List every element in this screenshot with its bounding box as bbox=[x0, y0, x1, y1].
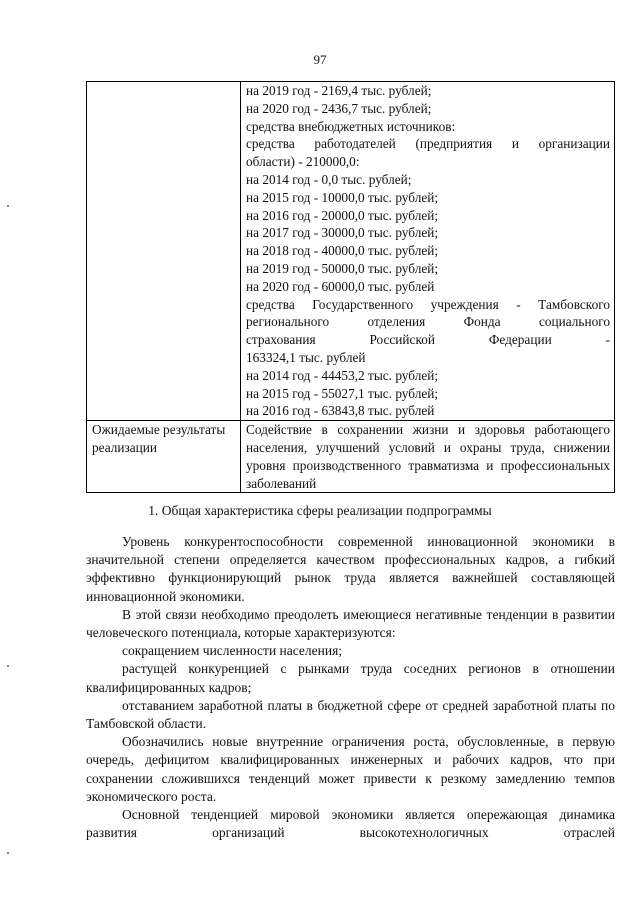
subprogram-passport-table bbox=[86, 81, 615, 493]
paragraph: отставанием заработной платы в бюджетной сфере от средней заработной платы по Тамбовской области. bbox=[86, 697, 615, 732]
table-row-funding bbox=[87, 82, 615, 421]
funding-line: на 2014 год - 0,0 тыс. рублей; bbox=[246, 171, 412, 187]
body-text bbox=[86, 533, 615, 842]
funding-line: на 2019 год - 50000,0 тыс. рублей; bbox=[246, 260, 439, 276]
funding-line: на 2015 год - 55027,1 тыс. рублей; bbox=[246, 385, 439, 401]
funding-line: на 2019 год - 2169,4 тыс. рублей; bbox=[246, 83, 432, 98]
funding-line: средства Государственного учреждения - Тамбовского bbox=[246, 296, 610, 312]
results-label-cell: Ожидаемые результаты реализации bbox=[87, 421, 241, 493]
funding-line: на 2018 год - 40000,0 тыс. рублей; bbox=[246, 243, 439, 259]
funding-line: на 2014 год - 44453,2 тыс. рублей; bbox=[246, 367, 439, 383]
paragraph: Уровень конкурентоспособности современной инновационной экономики в значительной степени определяется качеством профессиональных кадров, а гибкий эффективно функционирующий рынок труда является важнейшей составляющей инновационной экономики. bbox=[86, 534, 615, 604]
paragraph: растущей конкуренцией с рынками труда соседних регионов в отношении квалифицированных кадров; bbox=[86, 661, 615, 695]
funding-cell bbox=[241, 82, 615, 421]
funding-line: 163324,1 тыс. рублей bbox=[246, 349, 366, 365]
empty-label-cell bbox=[87, 82, 241, 421]
funding-line: на 2017 год - 30000,0 тыс. рублей; bbox=[246, 225, 439, 241]
funding-line: средства внебюджетных источников: bbox=[246, 118, 456, 134]
paragraph: В этой связи необходимо преодолеть имеющиеся негативные тенденции в развитии человеческого потенциала, которые характеризуются: bbox=[86, 606, 615, 641]
funding-line: на 2016 год - 63843,8 тыс. рублей bbox=[246, 403, 435, 419]
funding-line: на 2020 год - 2436,7 тыс. рублей; bbox=[246, 100, 432, 116]
funding-line: на 2015 год - 10000,0 тыс. рублей; bbox=[246, 189, 439, 205]
results-text-cell: Содействие в сохранении жизни и здоровья работающего населения, улучшений условий и охраны труда, снижении уровня производственного травматизма и профессиональных заболеваний bbox=[241, 421, 615, 493]
table-row-results bbox=[87, 421, 615, 493]
section-title: 1. Общая характеристика сферы реализации подпрограммы bbox=[148, 503, 492, 518]
funding-line: регионального отделения Фонда социального bbox=[246, 314, 610, 330]
paragraph: Основной тенденцией мировой экономики является опережающая динамика развития организаций высокотехнологичных отраслей bbox=[86, 807, 615, 841]
paragraph: Обозначились новые внутренние ограничения роста, обусловленные, в первую очередь, дефицитом квалифицированных инженерных и рабочих кадров, что при сохранении сложившихся тенденций может привести к резкому замедлению темпов экономического роста. bbox=[86, 734, 615, 804]
page-number: 97 bbox=[313, 52, 327, 67]
funding-line: страхования Российской Федерации - bbox=[246, 332, 610, 348]
scan-margin-mark bbox=[7, 205, 9, 207]
funding-line: на 2016 год - 20000,0 тыс. рублей; bbox=[246, 207, 439, 223]
scan-margin-mark bbox=[7, 852, 9, 854]
scan-margin-mark bbox=[7, 665, 9, 667]
funding-line: области) - 210000,0: bbox=[246, 154, 360, 170]
paragraph: сокращением численности населения; bbox=[122, 643, 343, 659]
funding-line: средства работодателей (предприятия и организации bbox=[246, 136, 610, 152]
funding-line: на 2020 год - 60000,0 тыс. рублей bbox=[246, 278, 435, 294]
